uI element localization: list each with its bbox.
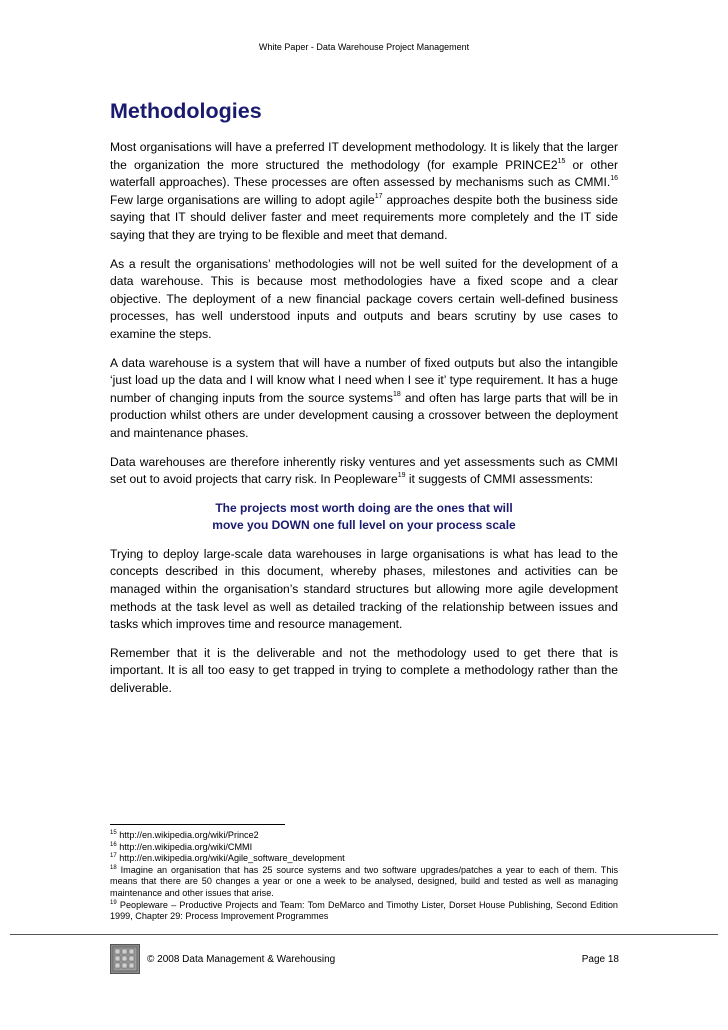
- paragraph-1-text-d: approaches despite both the business side saying that IT should deliver faster and meet requirements more completely and the IT side saying that they are trying to be flexible and meet that demand.: [110, 192, 618, 242]
- footnote-number: 16: [110, 841, 117, 848]
- paragraph-3-text-a: A data warehouse is a system that will have a number of fixed outputs but also the intangible ‘just load up the data and I will know what I need when I see it’ type requirement. It has a huge number of changing inputs from the source systems: [110, 355, 618, 405]
- paragraph-2: As a result the organisations’ methodologies will not be well suited for the development of a data warehouse. This is because most methodologies have a fixed scope and a clear objective. The deployment of a new financial package covers certain well-defined business processes, has well understood inputs and outputs and bears scrutiny by use cases to examine the steps.: [110, 256, 618, 341]
- footnote-divider: [110, 824, 285, 825]
- paragraph-1-text-c: Few large organisations are willing to adopt agile: [110, 192, 375, 207]
- footnote-text: http://en.wikipedia.org/wiki/Agile_software_development: [116, 853, 345, 864]
- paragraph-1-text-a: Most organisations will have a preferred IT development methodology. It is likely that the larger the organization the more structured the methodology (for example PRINCE2: [110, 140, 618, 172]
- footnote-text: http://en.wikipedia.org/wiki/Prince2: [116, 830, 259, 840]
- footer-copyright: © 2008 Data Management & Warehousing: [147, 954, 336, 965]
- pull-quote-line-2: move you DOWN one full level on your process scale: [212, 518, 516, 533]
- footnote-ref-19: 19: [397, 472, 406, 480]
- paragraph-6: Remember that it is the deliverable and not the methodology used to get there that is important. It is all too easy to get trapped in trying to complete a methodology rather than the deliverable.: [110, 645, 618, 696]
- page-number: Page 18: [581, 954, 619, 965]
- footnotes: [110, 830, 618, 923]
- footnote-ref-18: 18: [392, 390, 401, 398]
- footnote-number: 19: [110, 899, 117, 906]
- body-text: [110, 139, 618, 709]
- section-title: Methodologies: [110, 99, 262, 123]
- footnote-text: Peopleware – Productive Projects and Team: Tom DeMarco and Timothy Lister, Dorset House Publishing, Second Edition 1999, Chapter 29: Process Improvement Programmes: [110, 899, 618, 922]
- footnote-ref-15: 15: [557, 157, 566, 165]
- footnote-15: [110, 830, 618, 842]
- footnote-ref-16: 16: [610, 175, 618, 183]
- footnote-ref-17: 17: [374, 192, 383, 200]
- pull-quote: [110, 500, 618, 535]
- footnote-number: 18: [110, 864, 117, 871]
- footnote-16: [110, 842, 618, 854]
- company-logo-icon: [110, 944, 140, 974]
- pull-quote-line-1: The projects most worth doing are the ones that will: [215, 500, 513, 515]
- logo-grid-icon: [111, 945, 139, 973]
- paragraph-4-text-b: it suggests of CMMI assessments:: [405, 472, 594, 487]
- footnote-text: http://en.wikipedia.org/wiki/CMMI: [116, 841, 253, 852]
- footnote-17: [110, 853, 618, 865]
- footnote-text: Imagine an organisation that has 25 source systems and two software upgrades/patches a year to each of them. This means that there are 50 changes a year or one a week to be analysed, designed, build and tested as well as managing maintenance and other issues that arise.: [110, 864, 618, 898]
- footnote-number: 15: [110, 830, 117, 836]
- footnote-18: [110, 865, 618, 900]
- footer-divider: [10, 934, 718, 935]
- paragraph-5: Trying to deploy large-scale data warehouses in large organisations is what has lead to the concepts described in this document, whereby phases, milestones and activities can be managed within the organisation’s standard structures but allowing more agile development methods at the task level as well as detailed tracking of the relationship between issues and tasks which improves time and resource management.: [110, 546, 618, 632]
- paragraph-3-text-b: and often has large parts that will be in production whilst others are under development causing a crossover between the deployment and maintenance phases.: [110, 390, 618, 440]
- footnote-19: [110, 900, 618, 923]
- paragraph-1: [110, 139, 618, 245]
- paragraph-4: [110, 454, 618, 489]
- paragraph-1-text-b: or other waterfall approaches). These processes are often assessed by mechanisms such as CMMI.: [110, 157, 618, 190]
- footnote-number: 17: [110, 853, 117, 860]
- paragraph-3: [110, 355, 618, 443]
- page-header: White Paper - Data Warehouse Project Management: [258, 42, 470, 52]
- paragraph-4-text-a: Data warehouses are therefore inherently risky ventures and yet assessments such as CMMI set out to avoid projects that carry risk. In Peopleware: [110, 454, 618, 487]
